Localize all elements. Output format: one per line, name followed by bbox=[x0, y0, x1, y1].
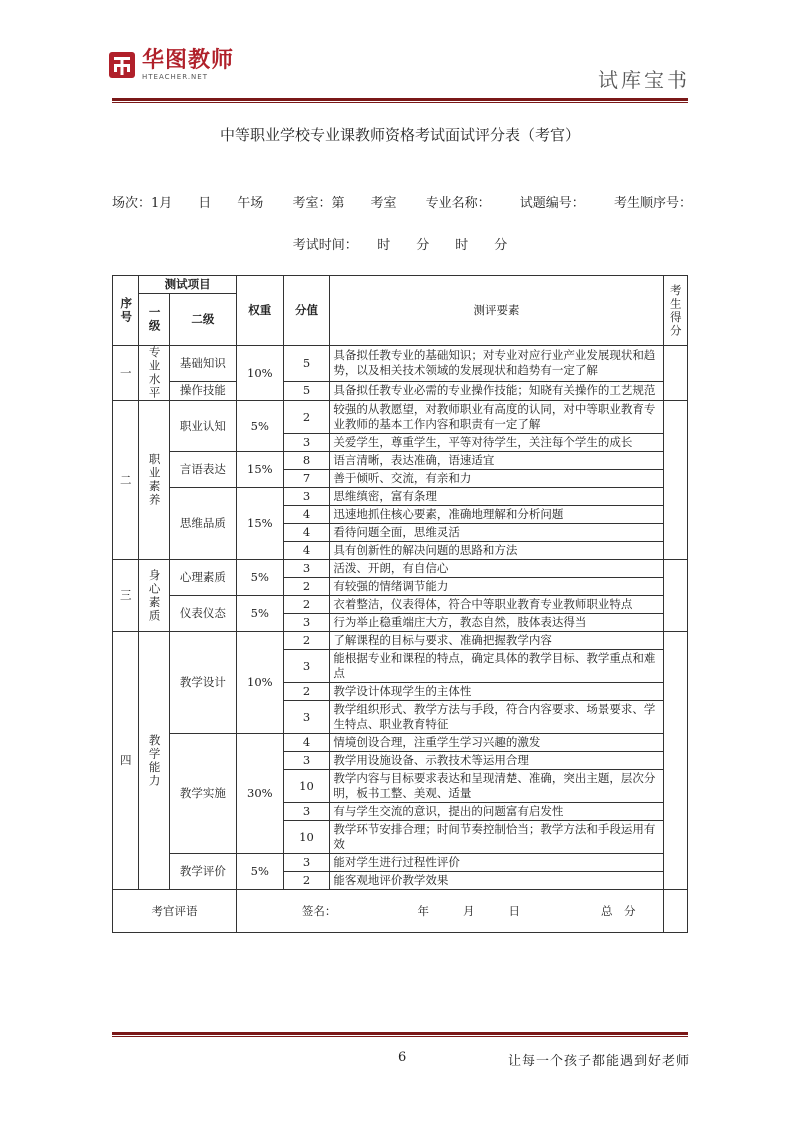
header-score: 分值 bbox=[283, 276, 330, 346]
table-row bbox=[113, 632, 688, 650]
exam-info-line bbox=[112, 192, 692, 211]
table-row bbox=[113, 734, 688, 752]
level2-cell: 操作技能 bbox=[169, 381, 236, 400]
comment-label: 考官评语 bbox=[113, 890, 237, 933]
table-row bbox=[113, 854, 688, 872]
requirement-cell: 具有创新性的解决问题的思路和方法 bbox=[330, 542, 663, 560]
question-no-field: 试题编号： bbox=[519, 196, 585, 211]
requirement-cell: 能对学生进行过程性评价 bbox=[330, 854, 663, 872]
candidate-order-field: 考生顺序号： bbox=[613, 196, 692, 211]
requirement-cell: 能根据专业和课程的特点，确定具体的教学目标、教学重点和难点 bbox=[330, 650, 663, 683]
level2-cell: 言语表达 bbox=[169, 452, 236, 488]
level2-cell: 教学实施 bbox=[169, 734, 236, 854]
session-field: 场次：1月 日 午场 bbox=[112, 196, 264, 211]
level2-cell: 教学评价 bbox=[169, 854, 236, 890]
logo bbox=[108, 50, 234, 81]
weight-cell: 10% bbox=[236, 346, 283, 401]
score-cell: 2 bbox=[283, 872, 330, 890]
signature-cell bbox=[236, 890, 663, 933]
header-level1: 一级 bbox=[139, 294, 169, 346]
weight-cell: 5% bbox=[236, 401, 283, 452]
day-label: 日 bbox=[508, 903, 520, 918]
table-row bbox=[113, 488, 688, 506]
header-seq: 序号 bbox=[113, 276, 139, 346]
seq-cell: 一 bbox=[113, 346, 139, 401]
level2-cell: 仪表仪态 bbox=[169, 596, 236, 632]
score-cell: 2 bbox=[283, 578, 330, 596]
requirement-cell: 教学组织形式、教学方法与手段，符合内容要求、场景要求、学生特点、职业教育特征 bbox=[330, 701, 663, 734]
table-body bbox=[113, 346, 688, 890]
table-row bbox=[113, 346, 688, 382]
score-cell: 7 bbox=[283, 470, 330, 488]
requirement-cell: 行为举止稳重端庄大方，教态自然，肢体表达得当 bbox=[330, 614, 663, 632]
weight-cell: 15% bbox=[236, 452, 283, 488]
requirement-cell: 教学设计体现学生的主体性 bbox=[330, 683, 663, 701]
score-cell: 10 bbox=[283, 770, 330, 803]
month-label: 月 bbox=[462, 903, 475, 918]
header-candidate-score: 考生得分 bbox=[663, 276, 687, 346]
requirement-cell: 关爱学生，尊重学生，平等对待学生，关注每个学生的成长 bbox=[330, 434, 663, 452]
requirement-cell: 善于倾听、交流，有亲和力 bbox=[330, 470, 663, 488]
document-title: 中等职业学校专业课教师资格考试面试评分表（考官） bbox=[219, 126, 580, 144]
score-cell: 3 bbox=[283, 488, 330, 506]
level1-cell: 专业水平 bbox=[139, 346, 169, 401]
footer-rule-thin bbox=[112, 1036, 688, 1037]
score-cell: 2 bbox=[283, 596, 330, 614]
table-row bbox=[113, 401, 688, 434]
score-cell: 2 bbox=[283, 401, 330, 434]
room-field: 考室：第 考室 bbox=[292, 196, 397, 211]
logo-chinese: 华图教师 bbox=[142, 48, 235, 73]
table-row bbox=[113, 381, 688, 400]
header-test-items: 测试项目 bbox=[139, 276, 237, 294]
level1-cell: 教学能力 bbox=[139, 632, 169, 890]
score-cell: 2 bbox=[283, 683, 330, 701]
requirement-cell: 看待问题全面，思维灵活 bbox=[330, 524, 663, 542]
header-requirements: 测评要素 bbox=[330, 276, 663, 346]
seq-cell: 二 bbox=[113, 401, 139, 560]
page-header bbox=[0, 0, 800, 112]
level2-cell: 教学设计 bbox=[169, 632, 236, 734]
logo-mark-icon bbox=[108, 51, 136, 81]
table-row bbox=[113, 560, 688, 578]
header-weight: 权重 bbox=[236, 276, 283, 346]
weight-cell: 5% bbox=[236, 854, 283, 890]
score-cell: 4 bbox=[283, 542, 330, 560]
table-row bbox=[113, 596, 688, 614]
requirement-cell: 迅速地抓住核心要素，准确地理解和分析问题 bbox=[330, 506, 663, 524]
score-cell: 3 bbox=[283, 752, 330, 770]
level1-cell: 身心素质 bbox=[139, 560, 169, 632]
seq-cell: 三 bbox=[113, 560, 139, 632]
candidate-score-cell[interactable] bbox=[663, 401, 687, 560]
scoring-table bbox=[112, 275, 688, 933]
total-score-label: 总 分 bbox=[601, 903, 636, 918]
weight-cell: 5% bbox=[236, 596, 283, 632]
requirement-cell: 活泼、开朗，有自信心 bbox=[330, 560, 663, 578]
score-cell: 3 bbox=[283, 803, 330, 821]
requirement-cell: 较强的从教愿望，对教师职业有高度的认同，对中等职业教育专业教师的基本工作内容和职责有一定了解 bbox=[330, 401, 663, 434]
requirement-cell: 具备拟任教专业的基础知识；对专业对应行业产业发展现状和趋势，以及相关技术领域的发展现状和趋势有一定了解 bbox=[330, 346, 663, 382]
score-cell: 3 bbox=[283, 650, 330, 683]
level2-cell: 心理素质 bbox=[169, 560, 236, 596]
seq-cell: 四 bbox=[113, 632, 139, 890]
requirement-cell: 有较强的情绪调节能力 bbox=[330, 578, 663, 596]
level2-cell: 思维品质 bbox=[169, 488, 236, 560]
score-cell: 4 bbox=[283, 524, 330, 542]
requirement-cell: 思维缜密，富有条理 bbox=[330, 488, 663, 506]
weight-cell: 15% bbox=[236, 488, 283, 560]
total-score-cell bbox=[663, 890, 687, 933]
score-cell: 4 bbox=[283, 506, 330, 524]
logo-english: HTEACHER.NET bbox=[142, 73, 208, 81]
requirement-cell: 教学环节安排合理；时间节奏控制恰当；教学方法和手段运用有效 bbox=[330, 821, 663, 854]
requirement-cell: 教学用设施设备、示教技术等运用合理 bbox=[330, 752, 663, 770]
score-cell: 3 bbox=[283, 560, 330, 578]
level2-cell: 基础知识 bbox=[169, 346, 236, 382]
level1-cell: 职业素养 bbox=[139, 401, 169, 560]
weight-cell: 30% bbox=[236, 734, 283, 854]
requirement-cell: 衣着整洁，仪表得体，符合中等职业教育专业教师职业特点 bbox=[330, 596, 663, 614]
requirement-cell: 能客观地评价教学效果 bbox=[330, 872, 663, 890]
weight-cell: 10% bbox=[236, 632, 283, 734]
requirement-cell: 具备拟任教专业必需的专业操作技能；知晓有关操作的工艺规范 bbox=[330, 381, 663, 400]
brand-title: 试库宝书 bbox=[598, 68, 690, 92]
candidate-score-cell[interactable] bbox=[663, 632, 687, 890]
score-cell: 8 bbox=[283, 452, 330, 470]
footer-rule bbox=[112, 1032, 688, 1035]
requirement-cell: 情境创设合理，注重学生学习兴趣的激发 bbox=[330, 734, 663, 752]
weight-cell: 5% bbox=[236, 560, 283, 596]
sign-label: 签名： bbox=[301, 903, 337, 918]
score-cell: 4 bbox=[283, 734, 330, 752]
requirement-cell: 了解课程的目标与要求、准确把握教学内容 bbox=[330, 632, 663, 650]
score-cell: 3 bbox=[283, 701, 330, 734]
page-number: 6 bbox=[398, 1050, 407, 1065]
header-level2: 二级 bbox=[169, 294, 236, 346]
score-cell: 5 bbox=[283, 346, 330, 382]
level2-cell: 职业认知 bbox=[169, 401, 236, 452]
requirement-cell: 语言清晰，表达准确，语速适宜 bbox=[330, 452, 663, 470]
score-cell: 10 bbox=[283, 821, 330, 854]
score-cell: 3 bbox=[283, 614, 330, 632]
footer-slogan: 让每一个孩子都能遇到好老师 bbox=[507, 1054, 690, 1069]
exam-time: 考试时间： 时 分 时 分 bbox=[292, 238, 508, 253]
requirement-cell: 教学内容与目标要求表达和呈现清楚、准确，突出主题，层次分明，板书工整、美观、适量 bbox=[330, 770, 663, 803]
score-cell: 5 bbox=[283, 381, 330, 400]
header-rule bbox=[112, 98, 688, 101]
major-field: 专业名称： bbox=[425, 196, 491, 211]
score-cell: 3 bbox=[283, 854, 330, 872]
footer-row bbox=[113, 890, 688, 933]
header-rule-thin bbox=[112, 102, 688, 103]
table-row bbox=[113, 452, 688, 470]
candidate-score-cell[interactable] bbox=[663, 560, 687, 632]
score-cell: 3 bbox=[283, 434, 330, 452]
score-cell: 2 bbox=[283, 632, 330, 650]
year-label: 年 bbox=[417, 903, 429, 918]
candidate-score-cell[interactable] bbox=[663, 346, 687, 401]
requirement-cell: 有与学生交流的意识，提出的问题富有启发性 bbox=[330, 803, 663, 821]
